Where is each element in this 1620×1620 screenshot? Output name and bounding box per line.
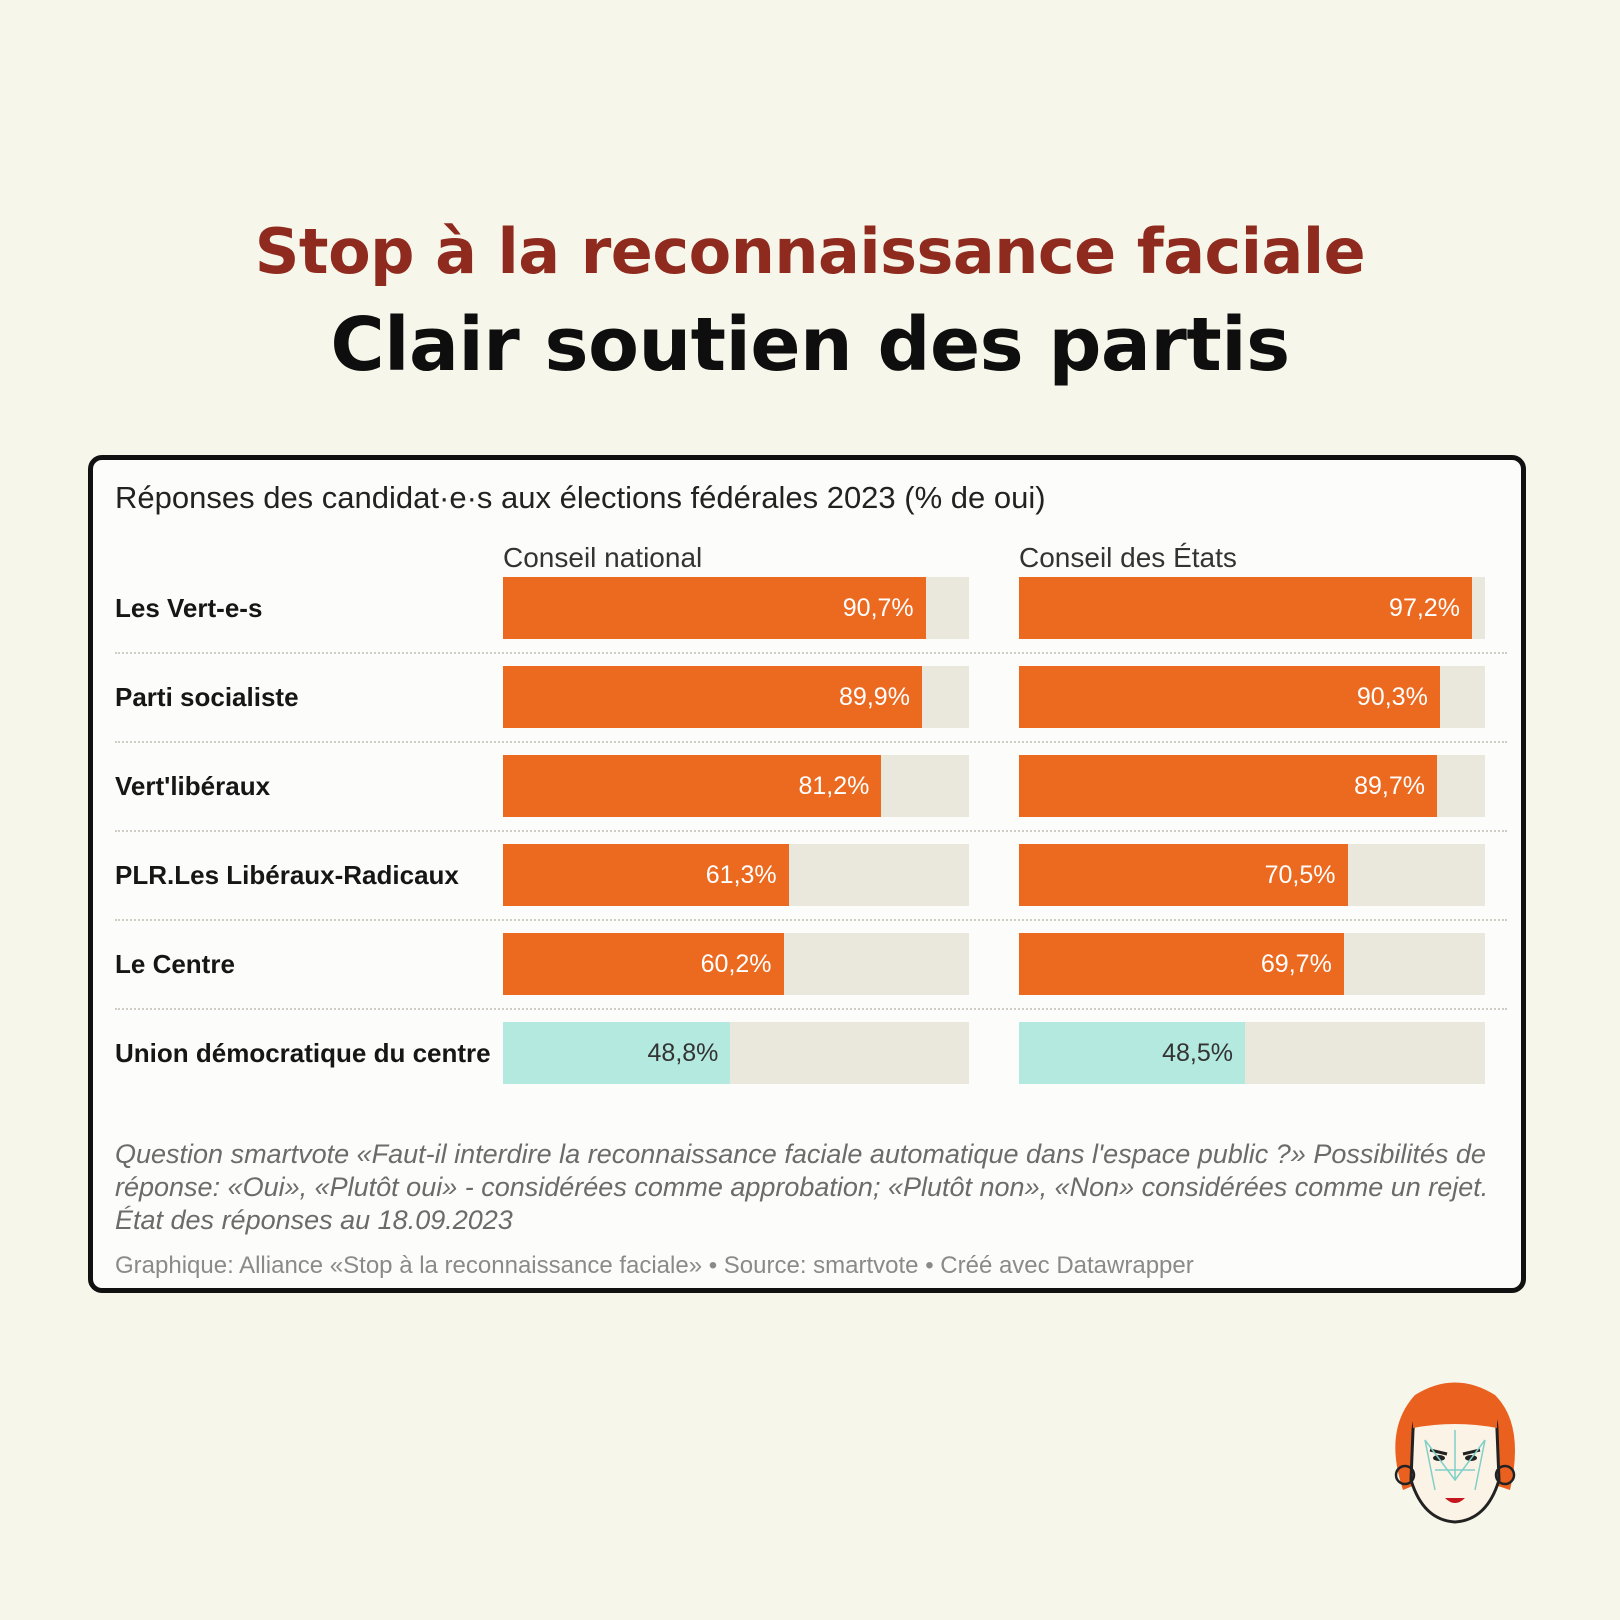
data-label: 60,2% xyxy=(700,950,772,978)
bar-track xyxy=(1019,755,1485,817)
column-header-etats: Conseil des États xyxy=(1019,542,1237,573)
bar-track xyxy=(503,755,969,817)
bar-track xyxy=(1019,666,1485,728)
face-recognition-mascot-icon xyxy=(1375,1370,1535,1530)
chart-credit: Graphique: Alliance «Stop à la reconnaissance faciale» • Source: smartvote • Créé avec Datawrapper xyxy=(115,1252,1194,1279)
data-label: 48,8% xyxy=(647,1039,719,1067)
row-separator xyxy=(115,919,1507,921)
bar-track xyxy=(1019,844,1485,906)
chart-notes: Question smartvote «Faut-il interdire la reconnaissance faciale automatique dans l'espace public ?» Possibilités de réponse: «Oui», «Plutôt oui» - considérées comme approbation; «Plutôt non», «Non» considérées comme un rejet. État des réponses au 18.09.2023 xyxy=(115,1139,1489,1235)
chart-card xyxy=(88,455,1526,1293)
category-label: Parti socialiste xyxy=(115,682,299,712)
headline: Clair soutien des partis xyxy=(330,302,1290,388)
row-separator xyxy=(115,1008,1507,1010)
bar-track xyxy=(1019,1022,1485,1084)
chart-row xyxy=(115,666,1507,728)
bar-track xyxy=(1019,577,1485,639)
category-label: Union démocratique du centre xyxy=(115,1038,491,1068)
category-label: Le Centre xyxy=(115,949,235,979)
chart-row xyxy=(115,577,1507,639)
category-label: Les Vert-e-s xyxy=(115,593,263,623)
data-label: 90,3% xyxy=(1356,683,1428,711)
category-label: Vert'libéraux xyxy=(115,771,271,801)
data-label: 97,2% xyxy=(1389,594,1460,622)
chart-row xyxy=(115,844,1507,906)
bar-track xyxy=(503,666,969,728)
category-label: PLR.Les Libéraux-Radicaux xyxy=(115,860,459,890)
bar-track xyxy=(503,844,969,906)
row-separator xyxy=(115,652,1507,654)
column-header-national: Conseil national xyxy=(503,542,703,573)
bar-track xyxy=(503,933,969,995)
chart-row xyxy=(115,1022,1507,1084)
chart-title: Réponses des candidat·e·s aux élections fédérales 2023 (% de oui) xyxy=(115,480,1046,515)
data-label: 81,2% xyxy=(798,772,870,800)
data-label: 70,5% xyxy=(1264,861,1336,889)
data-label: 69,7% xyxy=(1260,950,1332,978)
data-label: 89,9% xyxy=(839,683,910,711)
bar-track xyxy=(503,1022,969,1084)
data-label: 61,3% xyxy=(705,861,777,889)
data-label: 90,7% xyxy=(842,594,914,622)
data-label: 89,7% xyxy=(1354,772,1425,800)
bar-track xyxy=(1019,933,1485,995)
chart-row xyxy=(115,755,1507,817)
data-label: 48,5% xyxy=(1162,1039,1233,1067)
row-separator xyxy=(115,741,1507,743)
row-separator xyxy=(115,830,1507,832)
chart-row xyxy=(115,933,1507,995)
bar-track xyxy=(503,577,969,639)
kicker-title: Stop à la reconnaissance faciale xyxy=(254,215,1366,288)
